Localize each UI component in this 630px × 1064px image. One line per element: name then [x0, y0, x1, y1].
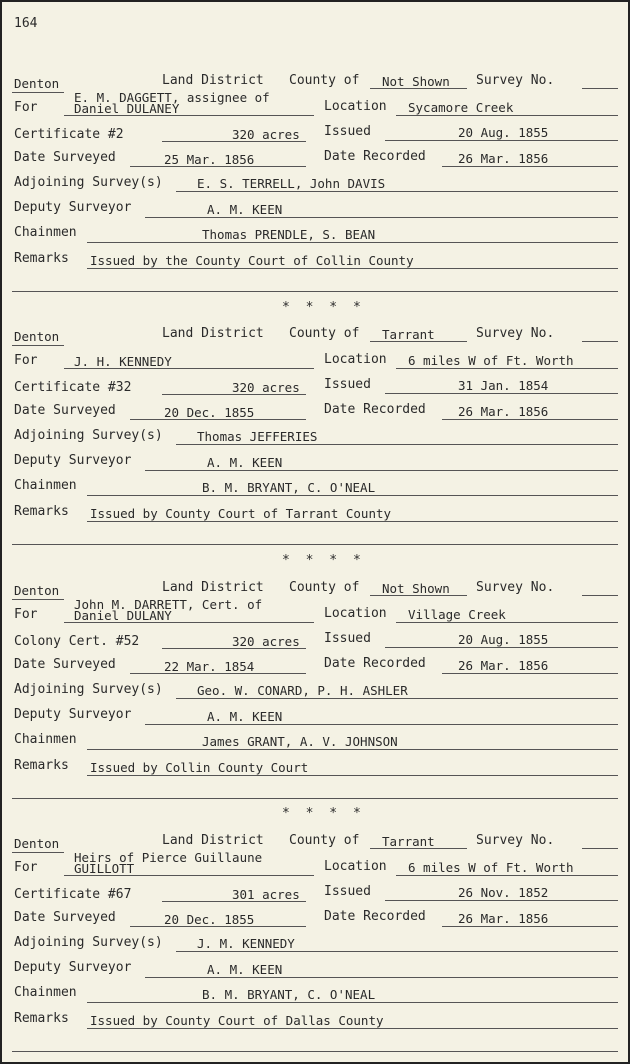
record-2-certificate-label: Certificate #32 [14, 380, 132, 395]
record-2-for-line [64, 368, 314, 369]
record-3-acres-line [162, 648, 306, 649]
record-1-location-label: Location [324, 99, 387, 114]
record-2-district-line [12, 345, 64, 346]
record-1-adjoining: E. S. TERRELL, John DAVIS [197, 176, 386, 191]
record-4-for-label: For [14, 860, 38, 875]
record-4-deputy-label: Deputy Surveyor [14, 960, 132, 975]
record-3-issued-line [385, 647, 618, 648]
record-3-survey-no-line [582, 595, 618, 596]
record-4-issued: 26 Nov. 1852 [458, 885, 549, 900]
record-3-certificate-label: Colony Cert. #52 [14, 634, 140, 649]
record-1-issued: 20 Aug. 1855 [458, 125, 549, 140]
record-2-chainmen-label: Chainmen [14, 478, 77, 493]
record-1-deputy: A. M. KEEN [207, 202, 283, 217]
record-1-deputy-label: Deputy Surveyor [14, 200, 132, 215]
record-3-adjoining-label: Adjoining Survey(s) [14, 682, 163, 697]
record-1-date-surveyed-label: Date Surveyed [14, 150, 116, 165]
record-3-chainmen-label: Chainmen [14, 732, 77, 747]
record-3-survey-no-label: Survey No. [476, 580, 555, 595]
record-1-survey-no-line [582, 88, 618, 89]
record-3-date-surveyed: 22 Mar. 1854 [164, 659, 255, 674]
record-1-for-line [64, 115, 314, 116]
record-1-acres-line [162, 141, 306, 142]
record-1-date-recorded-line [442, 166, 618, 167]
record-3-acres: 320 acres [232, 634, 300, 649]
record-3-county-of-label: County of [289, 580, 360, 595]
record-3-date-recorded-line [442, 673, 618, 674]
record-3-deputy-label: Deputy Surveyor [14, 707, 132, 722]
record-3-county: Not Shown [382, 581, 450, 596]
record-2-issued-line [385, 393, 618, 394]
record-3-issued: 20 Aug. 1855 [458, 632, 549, 647]
record-4-chainmen: B. M. BRYANT, C. O'NEAL [202, 987, 376, 1002]
record-3-location: Village Creek [408, 607, 506, 622]
record-2-acres: 320 acres [232, 380, 300, 395]
record-1-district-line [12, 92, 64, 93]
record-3-location-line [396, 622, 618, 623]
record-4-district-line [12, 852, 64, 853]
record-1-for-name: Daniel DULANEY [74, 101, 180, 116]
record-1-land-district-label: Land District [162, 73, 264, 88]
record-4-for-line1: Heirs of Pierce Guillaune [74, 850, 263, 865]
record-1-remarks-label: Remarks [14, 251, 69, 266]
record-1-remarks-line [87, 268, 618, 269]
record-3-deputy-line [145, 724, 618, 725]
record-3-remarks: Issued by Collin County Court [90, 760, 309, 775]
separator-2: * * * * [282, 553, 365, 568]
record-3-for-label: For [14, 607, 38, 622]
record-3-date-surveyed-label: Date Surveyed [14, 657, 116, 672]
record-3-land-district-label: Land District [162, 580, 264, 595]
record-1-date-surveyed-line [130, 166, 306, 167]
record-1-survey-no-label: Survey No. [476, 73, 555, 88]
record-4-deputy-line [145, 977, 618, 978]
record-4-for-name: GUILLOTT [74, 861, 135, 876]
record-2-chainmen-line [87, 495, 618, 496]
record-4-remarks-label: Remarks [14, 1011, 69, 1026]
record-1-location: Sycamore Creek [408, 100, 514, 115]
record-2-county-of-label: County of [289, 326, 360, 341]
record-3-for-line [64, 622, 314, 623]
record-4-date-recorded: 26 Mar. 1856 [458, 911, 549, 926]
record-1-blank-line [12, 291, 618, 292]
record-1-chainmen: Thomas PRENDLE, S. BEAN [202, 227, 376, 242]
record-1-district: Denton [14, 76, 60, 91]
record-2-date-surveyed-label: Date Surveyed [14, 403, 116, 418]
record-1-date-recorded-label: Date Recorded [324, 149, 426, 164]
record-3-county-line [370, 595, 467, 596]
record-2-county-line [370, 341, 467, 342]
record-1-county-line [370, 88, 467, 89]
record-4-date-surveyed: 20 Dec. 1855 [164, 912, 255, 927]
record-2-survey-no-label: Survey No. [476, 326, 555, 341]
record-2-date-surveyed: 20 Dec. 1855 [164, 405, 255, 420]
record-4-survey-no-label: Survey No. [476, 833, 555, 848]
record-1-date-recorded: 26 Mar. 1856 [458, 151, 549, 166]
record-2-date-recorded-line [442, 419, 618, 420]
record-4-adjoining-line [176, 951, 618, 952]
record-1-adjoining-line [176, 191, 618, 192]
record-4-county-line [370, 848, 467, 849]
record-4-date-recorded-line [442, 926, 618, 927]
record-4-chainmen-line [87, 1002, 618, 1003]
record-2-location: 6 miles W of Ft. Worth [408, 353, 574, 368]
record-3-blank-line [12, 798, 618, 799]
record-3-chainmen-line [87, 749, 618, 750]
record-4-issued-line [385, 900, 618, 901]
record-3-deputy: A. M. KEEN [207, 709, 283, 724]
record-4-acres-line [162, 901, 306, 902]
record-1-date-surveyed: 25 Mar. 1856 [164, 152, 255, 167]
page-number: 164 [14, 16, 38, 31]
record-1-issued-label: Issued [324, 124, 371, 139]
record-2-district: Denton [14, 329, 60, 344]
record-4-for-line [64, 875, 314, 876]
record-3-chainmen: James GRANT, A. V. JOHNSON [202, 734, 398, 749]
record-4-deputy: A. M. KEEN [207, 962, 283, 977]
record-4-chainmen-label: Chainmen [14, 985, 77, 1000]
record-1-chainmen-line [87, 242, 618, 243]
record-1-issued-line [385, 140, 618, 141]
record-4-date-recorded-label: Date Recorded [324, 909, 426, 924]
record-4-remarks-line [87, 1028, 618, 1029]
record-4-date-surveyed-label: Date Surveyed [14, 910, 116, 925]
record-2-remarks-line [87, 521, 618, 522]
record-2-deputy: A. M. KEEN [207, 455, 283, 470]
record-3-date-recorded-label: Date Recorded [324, 656, 426, 671]
record-1-adjoining-label: Adjoining Survey(s) [14, 175, 163, 190]
record-2-deputy-line [145, 470, 618, 471]
record-4-county-of-label: County of [289, 833, 360, 848]
record-2-deputy-label: Deputy Surveyor [14, 453, 132, 468]
record-1-deputy-line [145, 217, 618, 218]
record-4-land-district-label: Land District [162, 833, 264, 848]
record-4-county: Tarrant [382, 834, 435, 849]
record-3-date-recorded: 26 Mar. 1856 [458, 658, 549, 673]
record-1-certificate-label: Certificate #2 [14, 127, 124, 142]
record-4-location-label: Location [324, 859, 387, 874]
record-4-certificate-label: Certificate #67 [14, 887, 132, 902]
record-2-survey-no-line [582, 341, 618, 342]
record-2-for-name: J. H. KENNEDY [74, 354, 172, 369]
record-4-date-surveyed-line [130, 926, 306, 927]
record-1-county: Not Shown [382, 74, 450, 89]
record-4-adjoining: J. M. KENNEDY [197, 936, 295, 951]
record-4-location: 6 miles W of Ft. Worth [408, 860, 574, 875]
record-3-for-name: Daniel DULANY [74, 608, 172, 623]
record-2-acres-line [162, 394, 306, 395]
record-4-issued-label: Issued [324, 884, 371, 899]
record-2-adjoining: Thomas JEFFERIES [197, 429, 318, 444]
record-4-acres: 301 acres [232, 887, 300, 902]
record-1-acres: 320 acres [232, 127, 300, 142]
record-2-date-recorded: 26 Mar. 1856 [458, 404, 549, 419]
record-3-issued-label: Issued [324, 631, 371, 646]
record-1-remarks: Issued by the County Court of Collin County [90, 253, 414, 268]
record-4-blank-line [12, 1051, 618, 1052]
record-4-district: Denton [14, 836, 60, 851]
record-2-chainmen: B. M. BRYANT, C. O'NEAL [202, 480, 376, 495]
record-2-location-label: Location [324, 352, 387, 367]
record-4-location-line [396, 875, 618, 876]
record-1-for-label: For [14, 100, 38, 115]
record-3-for-line1: John M. DARRETT, Cert. of [74, 597, 263, 612]
record-2-remarks: Issued by County Court of Tarrant County [90, 506, 392, 521]
record-1-chainmen-label: Chainmen [14, 225, 77, 240]
record-3-district: Denton [14, 583, 60, 598]
record-2-county: Tarrant [382, 327, 435, 342]
record-2-issued: 31 Jan. 1854 [458, 378, 549, 393]
record-3-adjoining-line [176, 698, 618, 699]
record-3-remarks-label: Remarks [14, 758, 69, 773]
record-2-issued-label: Issued [324, 377, 371, 392]
record-2-land-district-label: Land District [162, 326, 264, 341]
record-3-location-label: Location [324, 606, 387, 621]
record-2-blank-line [12, 544, 618, 545]
record-2-adjoining-line [176, 444, 618, 445]
separator-3: * * * * [282, 806, 365, 821]
record-1-location-line [396, 115, 618, 116]
record-2-remarks-label: Remarks [14, 504, 69, 519]
separator-1: * * * * [282, 300, 365, 315]
record-3-remarks-line [87, 775, 618, 776]
record-1-county-of-label: County of [289, 73, 360, 88]
record-1-for-line1: E. M. DAGGETT, assignee of [74, 90, 270, 105]
record-3-date-surveyed-line [130, 673, 306, 674]
record-2-date-surveyed-line [130, 419, 306, 420]
record-3-district-line [12, 599, 64, 600]
record-2-for-label: For [14, 353, 38, 368]
record-3-adjoining: Geo. W. CONARD, P. H. ASHLER [197, 683, 408, 698]
record-2-location-line [396, 368, 618, 369]
record-4-remarks: Issued by County Court of Dallas County [90, 1013, 384, 1028]
record-2-adjoining-label: Adjoining Survey(s) [14, 428, 163, 443]
record-4-survey-no-line [582, 848, 618, 849]
record-4-adjoining-label: Adjoining Survey(s) [14, 935, 163, 950]
record-2-date-recorded-label: Date Recorded [324, 402, 426, 417]
